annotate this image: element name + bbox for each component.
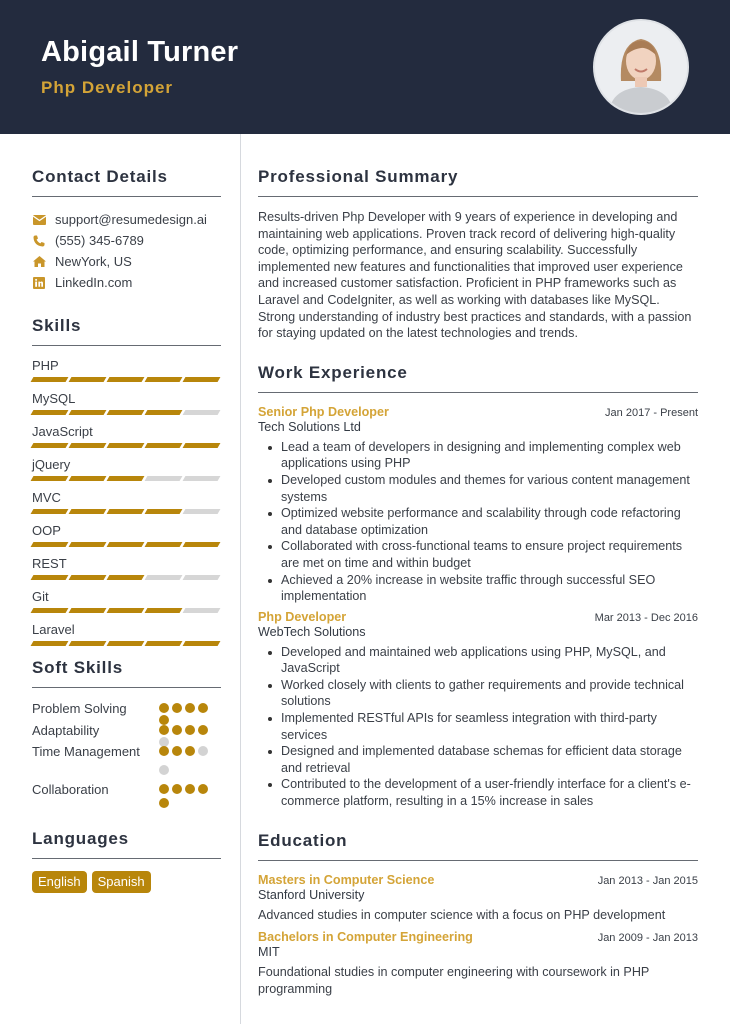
job-bullet: Worked closely with clients to gather requirements and provide technical solutions: [258, 677, 698, 710]
jobs-list: [258, 405, 698, 810]
bar-filled: [31, 476, 69, 481]
dot-filled: [172, 746, 182, 756]
section-rule: [258, 392, 698, 393]
job-bullet: Developed and maintained web applications using PHP, MySQL, and JavaScript: [258, 644, 698, 677]
bar-filled: [69, 509, 107, 514]
bar-filled: [31, 377, 69, 382]
job-company: WebTech Solutions: [258, 624, 366, 639]
home-icon: [32, 255, 46, 269]
soft-skill-name: Adaptability: [32, 723, 100, 738]
section-heading: Contact Details: [32, 167, 168, 186]
bar-filled: [69, 410, 107, 415]
job-entry: [258, 610, 698, 810]
job-bullets: [258, 439, 698, 605]
education-header: [258, 930, 698, 944]
soft-skill-item: [32, 700, 221, 722]
education-section: [258, 831, 698, 998]
bar-filled: [69, 641, 107, 646]
envelope-icon: [32, 213, 46, 227]
bar-filled: [183, 542, 221, 547]
bar-filled: [145, 509, 183, 514]
bar-filled: [31, 509, 69, 514]
dot-filled: [198, 703, 208, 713]
bar-filled: [183, 377, 221, 382]
education-header: [258, 873, 698, 887]
bar-empty: [183, 410, 221, 415]
contact-location: [32, 251, 221, 272]
section-rule: [32, 196, 221, 197]
education-list: [258, 873, 698, 998]
bar-filled: [69, 476, 107, 481]
skill-name: jQuery: [32, 457, 71, 472]
candidate-title: Php Developer: [41, 78, 174, 97]
education-dates: Jan 2009 - Jan 2013: [597, 932, 698, 945]
dot-filled: [198, 784, 208, 794]
bar-filled: [107, 509, 145, 514]
skill-name: PHP: [32, 358, 59, 373]
section-heading: Languages: [32, 829, 129, 848]
bar-filled: [183, 443, 221, 448]
bar-filled: [31, 443, 69, 448]
bar-filled: [107, 410, 145, 415]
sidebar: [32, 134, 221, 893]
summary-text: Results-driven Php Developer with 9 years of experience in developing and maintaining web applications. Proven track record of delivering high-quality code, optimizing performance, and ensuring scalability. Successfully implemented new features and functionalities that improved user experience and increased customer satisfaction. Proficient in PHP frameworks such as Laravel and CodeIgniter, as well as working with databases like MySQL. Strong understanding of industry best practices and standards, with a passion for staying updated on the latest technologies and trends.: [258, 210, 692, 341]
dot-filled: [159, 746, 169, 756]
bar-filled: [145, 410, 183, 415]
language-badge: Spanish: [92, 871, 151, 893]
job-company: Tech Solutions Ltd: [258, 419, 361, 434]
education-entry: [258, 873, 698, 924]
bar-filled: [107, 575, 145, 580]
job-header: [258, 610, 698, 624]
bar-filled: [107, 476, 145, 481]
avatar: [593, 19, 689, 115]
education-entry: [258, 930, 698, 997]
bar-filled: [107, 443, 145, 448]
section-rule: [258, 860, 698, 861]
bar-filled: [69, 575, 107, 580]
contact-linkedin-text: LinkedIn.com: [55, 275, 133, 290]
dot-filled: [198, 725, 208, 735]
column-divider: [240, 134, 241, 1024]
soft-skill-name: Collaboration: [32, 782, 109, 797]
job-dates: Jan 2017 - Present: [605, 406, 698, 419]
dot-empty: [159, 765, 169, 775]
dot-filled: [159, 798, 169, 808]
skill-level-bar: [32, 608, 221, 613]
bar-filled: [145, 542, 183, 547]
job-entry: [258, 405, 698, 605]
dot-filled: [185, 703, 195, 713]
skills-list: [32, 357, 221, 646]
soft-skill-rating: [159, 700, 211, 722]
bar-empty: [183, 509, 221, 514]
job-header: [258, 405, 698, 419]
bar-filled: [31, 575, 69, 580]
bar-filled: [69, 443, 107, 448]
contact-section: [32, 167, 221, 293]
language-badge: English: [32, 871, 87, 893]
soft-skill-item: [32, 781, 221, 809]
dot-empty: [198, 746, 208, 756]
skill-name: MVC: [32, 490, 61, 505]
job-bullets: [258, 644, 698, 810]
bar-filled: [31, 608, 69, 613]
dot-filled: [185, 725, 195, 735]
bar-empty: [183, 608, 221, 613]
skill-item: [32, 522, 221, 547]
avatar-photo-icon: [595, 21, 687, 113]
skill-item: [32, 357, 221, 382]
dot-filled: [172, 725, 182, 735]
bar-filled: [31, 641, 69, 646]
bar-filled: [107, 542, 145, 547]
soft-skill-rating: [159, 743, 211, 781]
dot-filled: [172, 784, 182, 794]
bar-filled: [145, 377, 183, 382]
languages-list: [32, 871, 221, 893]
education-dates: Jan 2013 - Jan 2015: [597, 874, 698, 887]
job-bullet: Implemented RESTful APIs for seamless integration with third-party services: [258, 710, 698, 743]
main-content: [258, 134, 698, 997]
soft-skill-name: Problem Solving: [32, 701, 127, 716]
job-bullet: Lead a team of developers in designing and implementing complex web applications using PHP: [258, 439, 698, 472]
skill-item: [32, 555, 221, 580]
soft-skill-item: [32, 743, 221, 781]
soft-skill-item: [32, 722, 221, 743]
education-description: Advanced studies in computer science with a focus on PHP development: [258, 907, 666, 922]
contact-linkedin[interactable]: [32, 272, 221, 293]
skill-item: [32, 588, 221, 613]
contact-email-text: support@resumedesign.ai: [55, 212, 207, 227]
skill-item: [32, 456, 221, 481]
bar-filled: [69, 542, 107, 547]
contact-phone[interactable]: [32, 230, 221, 251]
skill-level-bar: [32, 509, 221, 514]
skill-level-bar: [32, 377, 221, 382]
dot-filled: [185, 784, 195, 794]
section-rule: [32, 687, 221, 688]
bar-filled: [183, 641, 221, 646]
section-rule: [32, 858, 221, 859]
candidate-name: Abigail Turner: [41, 36, 239, 68]
skill-level-bar: [32, 542, 221, 547]
contact-location-text: NewYork, US: [55, 254, 132, 269]
skill-level-bar: [32, 641, 221, 646]
job-title: Php Developer: [258, 609, 347, 624]
skill-name: Git: [32, 589, 49, 604]
skill-name: JavaScript: [32, 424, 93, 439]
bar-filled: [107, 608, 145, 613]
soft-skill-name: Time Management: [32, 744, 140, 759]
school-name: MIT: [258, 945, 280, 960]
degree-title: Bachelors in Computer Engineering: [258, 930, 473, 945]
section-heading: Work Experience: [258, 362, 408, 382]
dot-filled: [172, 703, 182, 713]
section-heading: Professional Summary: [258, 167, 459, 186]
skill-name: REST: [32, 556, 67, 571]
job-bullet: Achieved a 20% increase in website traffic through successful SEO implementation: [258, 572, 698, 605]
soft-skills-section: [32, 658, 221, 809]
job-bullet: Contributed to the development of a user-friendly interface for a client's e-commerce platform, resulting in a 15% increase in sales: [258, 776, 698, 809]
job-bullet: Designed and implemented database schemas for efficient data storage and retrieval: [258, 743, 698, 776]
summary-section: [258, 167, 698, 342]
school-name: Stanford University: [258, 887, 365, 902]
skill-item: [32, 423, 221, 448]
bar-filled: [107, 377, 145, 382]
linkedin-icon: [32, 276, 46, 290]
dot-filled: [185, 746, 195, 756]
skill-name: Laravel: [32, 622, 75, 637]
soft-skills-list: [32, 700, 221, 809]
skill-item: [32, 489, 221, 514]
bar-filled: [31, 542, 69, 547]
section-rule: [258, 196, 698, 197]
bar-empty: [183, 476, 221, 481]
soft-skill-rating: [159, 722, 211, 743]
dot-filled: [159, 703, 169, 713]
phone-icon: [32, 234, 46, 248]
experience-section: [258, 363, 698, 810]
bar-filled: [145, 641, 183, 646]
job-bullet: Optimized website performance and scalability through code refactoring and database optimization: [258, 505, 698, 538]
section-heading: Education: [258, 830, 348, 850]
bar-filled: [145, 608, 183, 613]
job-dates: Mar 2013 - Dec 2016: [594, 611, 698, 624]
job-bullet: Collaborated with cross-functional teams to ensure project requirements are met on time and within budget: [258, 538, 698, 571]
skill-level-bar: [32, 443, 221, 448]
contact-list: [32, 209, 221, 293]
bar-empty: [145, 476, 183, 481]
skill-item: [32, 390, 221, 415]
contact-email[interactable]: [32, 209, 221, 230]
bar-filled: [69, 377, 107, 382]
bar-empty: [183, 575, 221, 580]
dot-filled: [159, 784, 169, 794]
section-rule: [32, 345, 221, 346]
dot-filled: [159, 725, 169, 735]
bar-filled: [107, 641, 145, 646]
skill-item: [32, 621, 221, 646]
soft-skill-rating: [159, 781, 211, 809]
section-heading: Skills: [32, 316, 82, 335]
degree-title: Masters in Computer Science: [258, 872, 435, 887]
job-bullet: Developed custom modules and themes for various content management systems: [258, 472, 698, 505]
bar-filled: [69, 608, 107, 613]
skill-name: OOP: [32, 523, 61, 538]
skill-level-bar: [32, 476, 221, 481]
skills-section: [32, 316, 221, 646]
bar-filled: [31, 410, 69, 415]
education-description: Foundational studies in computer engineering with coursework in PHP programming: [258, 965, 650, 996]
resume-header: [0, 0, 730, 134]
job-title: Senior Php Developer: [258, 404, 389, 419]
skill-level-bar: [32, 575, 221, 580]
section-heading: Soft Skills: [32, 658, 123, 677]
skill-level-bar: [32, 410, 221, 415]
skill-name: MySQL: [32, 391, 76, 406]
bar-filled: [145, 443, 183, 448]
bar-empty: [145, 575, 183, 580]
languages-section: [32, 829, 221, 893]
contact-phone-text: (555) 345-6789: [55, 233, 144, 248]
